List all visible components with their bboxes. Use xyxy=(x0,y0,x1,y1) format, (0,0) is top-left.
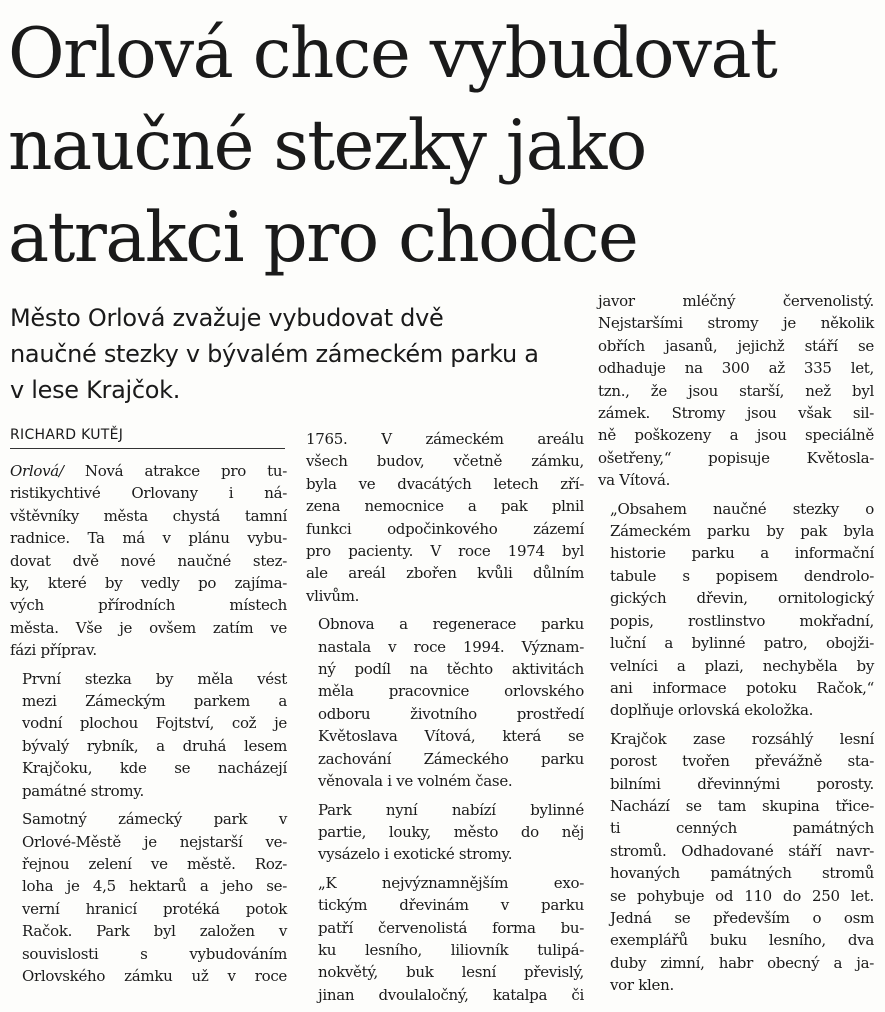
text-line: javor mléčný červenolistý. xyxy=(598,292,874,310)
text-line: Račok. Park byl založen v xyxy=(22,922,287,941)
text-line: měla pracovnice orlovského xyxy=(318,682,584,701)
text-line: vysázelo i exotické stromy. xyxy=(318,845,513,864)
lead-line: v lese Krajčok. xyxy=(10,376,181,404)
text-line: obřích jasanů, jejichž stáří se xyxy=(598,336,874,355)
text-line: ani informace potoku Račok,“ xyxy=(610,678,874,697)
text-line: „K nejvýznamnějším exo- xyxy=(318,873,584,892)
text-line: města. Vše je ovšem zatím ve xyxy=(10,618,287,637)
text-line: Nejstaršími stromy je několik xyxy=(598,314,874,333)
text-line: vor klen. xyxy=(610,976,674,995)
text-line: ku lesního, liliovník tulipá- xyxy=(318,940,584,959)
text-line: Krajčok zase rozsáhlý lesní xyxy=(610,729,874,748)
text-line: va Vítová. xyxy=(598,471,671,490)
paragraph-1: Orlová/ Nová atrakce pro tu- ristikychtivé Orlovany i ná- vštěvníky města chystá tamní radnice. Ta má v plánu vybu- dovat dvě nové naučné stez- ky, které by vedly po zajíma- vých přírodních místech města. Vše je ovšem zatím ve fázi příprav. xyxy=(10,460,287,662)
text-line: jinan dvoulaločný, katalpa či xyxy=(318,985,584,1004)
text-line: patří červenolistá forma bu- xyxy=(318,918,584,937)
text-line: verní hranicí protéká potok xyxy=(22,899,287,918)
text-line: Jedná se především o osm xyxy=(610,908,874,927)
paragraph xyxy=(10,808,287,987)
text-line: Obnova a regenerace parku xyxy=(318,615,584,634)
text-line: tabule s popisem dendrolo- xyxy=(610,566,874,585)
text-line: radnice. Ta má v plánu vybu- xyxy=(10,529,287,548)
text-line: řejnou zelení ve městě. Roz- xyxy=(22,854,287,873)
paragraph xyxy=(306,428,584,607)
paragraph xyxy=(598,498,874,722)
text-line: hovaných památných stromů xyxy=(610,864,874,883)
text-column-1 xyxy=(10,460,287,993)
text-line: 1765. V zámeckém areálu xyxy=(306,430,584,448)
text-line: byla ve dvacátých letech zří- xyxy=(306,474,584,493)
text-line: všech budov, včetně zámku, xyxy=(306,452,584,471)
text-line: velníci a plazi, nechyběla by xyxy=(610,656,874,675)
text-line: vštěvníky města chystá tamní xyxy=(10,506,287,525)
text-line: vodní plochou Fojtství, což je xyxy=(22,714,287,733)
text-line: Zámeckém parku by pak byla xyxy=(610,522,874,541)
text-line: věnovala i ve volném čase. xyxy=(318,772,513,791)
text-line: ristikychtivé Orlovany i ná- xyxy=(10,484,287,503)
text-line: ně poškozeny a jsou speciálně xyxy=(598,426,874,445)
headline-line: naučné stezky jako xyxy=(8,106,646,186)
text-line: se pohybuje od 110 do 250 let. xyxy=(610,886,874,905)
text-line: „Obsahem naučné stezky o xyxy=(610,499,874,518)
text-line: exemplářů buku lesního, dva xyxy=(610,931,874,950)
article-headline xyxy=(8,8,878,284)
text-line: Květoslava Vítová, která se xyxy=(318,727,584,746)
text-line: funkci odpočinkového zázemí xyxy=(306,519,584,538)
text-line: Nachází se tam skupina třice- xyxy=(610,796,874,815)
text-line: památné stromy. xyxy=(22,781,144,800)
paragraph xyxy=(306,799,584,866)
text-line: tzn., že jsou starší, než byl xyxy=(598,381,874,400)
article-lead xyxy=(10,300,585,408)
text-line: ky, které by vedly po zajíma- xyxy=(10,574,287,593)
text-line: odhaduje na 300 až 335 let, xyxy=(598,359,874,378)
text-line: zachování Zámeckého parku xyxy=(318,749,584,768)
text-line: ošetřeny,“ popisuje Květosla- xyxy=(598,448,874,467)
paragraph xyxy=(598,290,874,492)
headline-line: Orlová chce vybudovat xyxy=(8,14,777,94)
text-line: Orlovského zámku už v roce xyxy=(22,966,287,985)
text-line: fázi příprav. xyxy=(10,641,97,660)
text-line: ale areál zbořen kvůli důlním xyxy=(306,564,584,583)
text-line: zena nemocnice a pak plnil xyxy=(306,497,584,516)
headline-line: atrakci pro chodce xyxy=(8,198,638,278)
text-line: pro pacienty. V roce 1974 byl xyxy=(306,542,584,561)
text-line: ný podíl na těchto aktivitách xyxy=(318,660,584,679)
dateline: Orlová/ xyxy=(10,462,64,480)
text-column-3 xyxy=(598,290,874,1003)
text-line: mezi Zámeckým parkem a xyxy=(22,692,287,711)
paragraph xyxy=(306,872,584,1006)
text-line: vých přírodních místech xyxy=(10,596,287,615)
text-line: Park nyní nabízí bylinné xyxy=(318,800,584,819)
text-line: Orlové-Městě je nejstarší ve- xyxy=(22,832,287,851)
text-line: Samotný zámecký park v xyxy=(22,810,287,829)
text-line: stromů. Odhadované stáří navr- xyxy=(610,841,874,860)
text-line: porost tvořen převážně sta- xyxy=(610,752,874,771)
text-line: luční a bylinné patro, obojži- xyxy=(610,634,874,653)
text-line: gických dřevin, ornitologický xyxy=(610,589,874,608)
text-line: zámek. Stromy jsou však sil- xyxy=(598,404,874,423)
lead-line: Město Orlová zvažuje vybudovat dvě xyxy=(10,304,444,332)
text-column-2 xyxy=(306,428,584,1012)
text-line: partie, louky, město do něj xyxy=(318,822,584,841)
text-line: loha je 4,5 hektarů a jeho se- xyxy=(22,877,287,896)
text-line: duby zimní, habr obecný a ja- xyxy=(610,953,874,972)
paragraph xyxy=(598,728,874,997)
text-line: doplňuje orlovská ekoložka. xyxy=(610,701,814,720)
text-line: nastala v roce 1994. Význam- xyxy=(318,637,584,656)
text-line: Krajčoku, kde se nacházejí xyxy=(22,759,287,778)
text-line: odboru životního prostředí xyxy=(318,704,584,723)
text-line: dovat dvě nové naučné stez- xyxy=(10,551,287,570)
text-line: nokvětý, buk lesní převislý, xyxy=(318,963,584,982)
text-line: historie parku a informační xyxy=(610,544,874,563)
text-line: bilními dřevinnými porosty. xyxy=(610,774,874,793)
paragraph xyxy=(10,668,287,802)
lead-line: naučné stezky v bývalém zámeckém parku a xyxy=(10,340,539,368)
text-line: souvislosti s vybudováním xyxy=(22,944,287,963)
paragraph xyxy=(306,613,584,792)
text-line: První stezka by měla vést xyxy=(22,669,287,688)
text-line: ti cenných památných xyxy=(610,819,874,838)
text-line: bývalý rybník, a druhá lesem xyxy=(22,736,287,755)
text-line: popis, rostlinstvo mokřadní, xyxy=(610,611,874,630)
text-line: tickým dřevinám v parku xyxy=(318,896,584,915)
text-line: vlivům. xyxy=(306,586,360,605)
author-byline: RICHARD KUTĚJ xyxy=(10,427,285,449)
